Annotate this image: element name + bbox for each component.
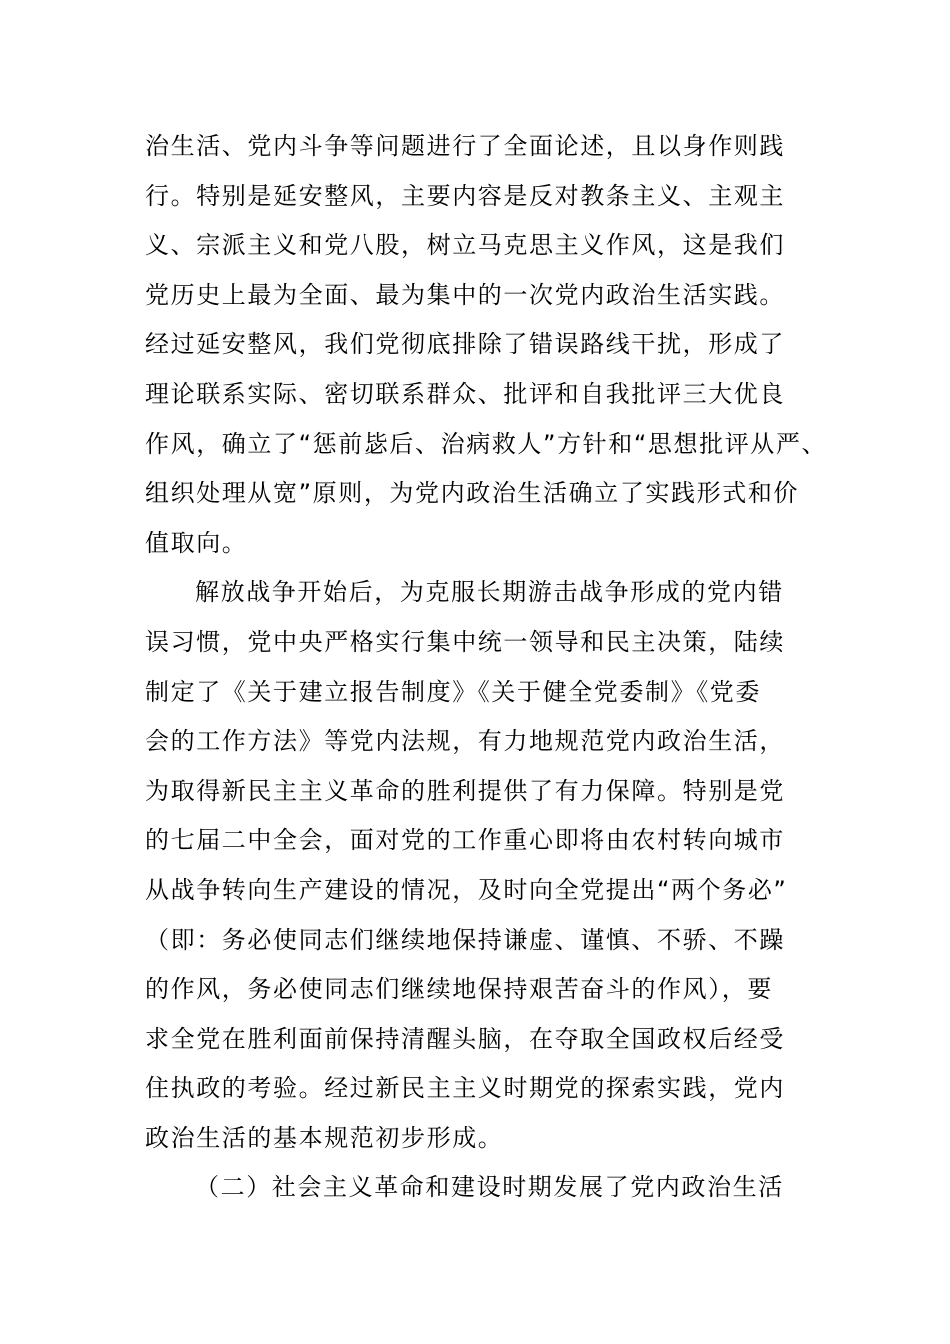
text-line: 经过延安整风，我们党彻底排除了错误路线干扰，形成了 [145,330,785,359]
text-line: 的作风，务必使同志们继续地保持艰苦奋斗的作风），要 [145,975,773,1004]
text-line: 制定了《关于建立报告制度》《关于健全党委制》《党委 [145,677,761,706]
text-line: 求全党在胜利面前保持清醒头脑，在夺取全国政权后经受 [145,1024,785,1053]
document-body [145,122,828,1213]
text-line: 义、宗派主义和党八股，树立马克思主义作风，这是我们 [145,231,785,260]
text-line: 政治生活的基本规范初步形成。 [145,1123,504,1152]
text-line: 党历史上最为全面、最为集中的一次党内政治生活实践。 [145,280,785,309]
section-heading-text: （二）社会主义革命和建设时期发展了党内政治生活 [195,1173,784,1202]
text-line: （即：务必使同志们继续地保持谦虚、谨慎、不骄、不躁 [145,925,785,954]
text-line: 行。特别是延安整风，主要内容是反对教条主义、主观主 [145,181,785,210]
paragraph-liberation-war [145,568,815,1163]
text-line: 为取得新民主主义革命的胜利提供了有力保障。特别是党 [145,776,785,805]
text-line: 理论联系实际、密切联系群众、批评和自我批评三大优良 [145,379,785,408]
text-line: 的七届二中全会，面对党的工作重心即将由农村转向城市 [145,826,785,855]
text-line: 会的工作方法》等党内法规，有力地规范党内政治生活， [145,727,785,756]
section-heading [145,1163,815,1213]
paragraph-yanan-rectification [145,122,828,568]
text-line: 解放战争开始后，为克服长期游击战争形成的党内错 [195,578,784,607]
text-line: 治生活、党内斗争等问题进行了全面论述，且以身作则践 [145,132,785,160]
text-line: 误习惯，党中央严格实行集中统一领导和民主决策，陆续 [145,627,785,656]
text-line: 住执政的考验。经过新民主主义时期党的探索实践，党内 [145,1074,785,1103]
text-line: 作风，确立了“惩前毖后、治病救人”方针和“思想批评从严、 [145,429,828,458]
text-line: 从战争转向生产建设的情况，及时向全党提出“两个务必” [145,875,788,904]
text-line: 值取向。 [145,528,248,557]
text-line: 组织处理从宽”原则，为党内政治生活确立了实践形式和价 [145,479,800,508]
